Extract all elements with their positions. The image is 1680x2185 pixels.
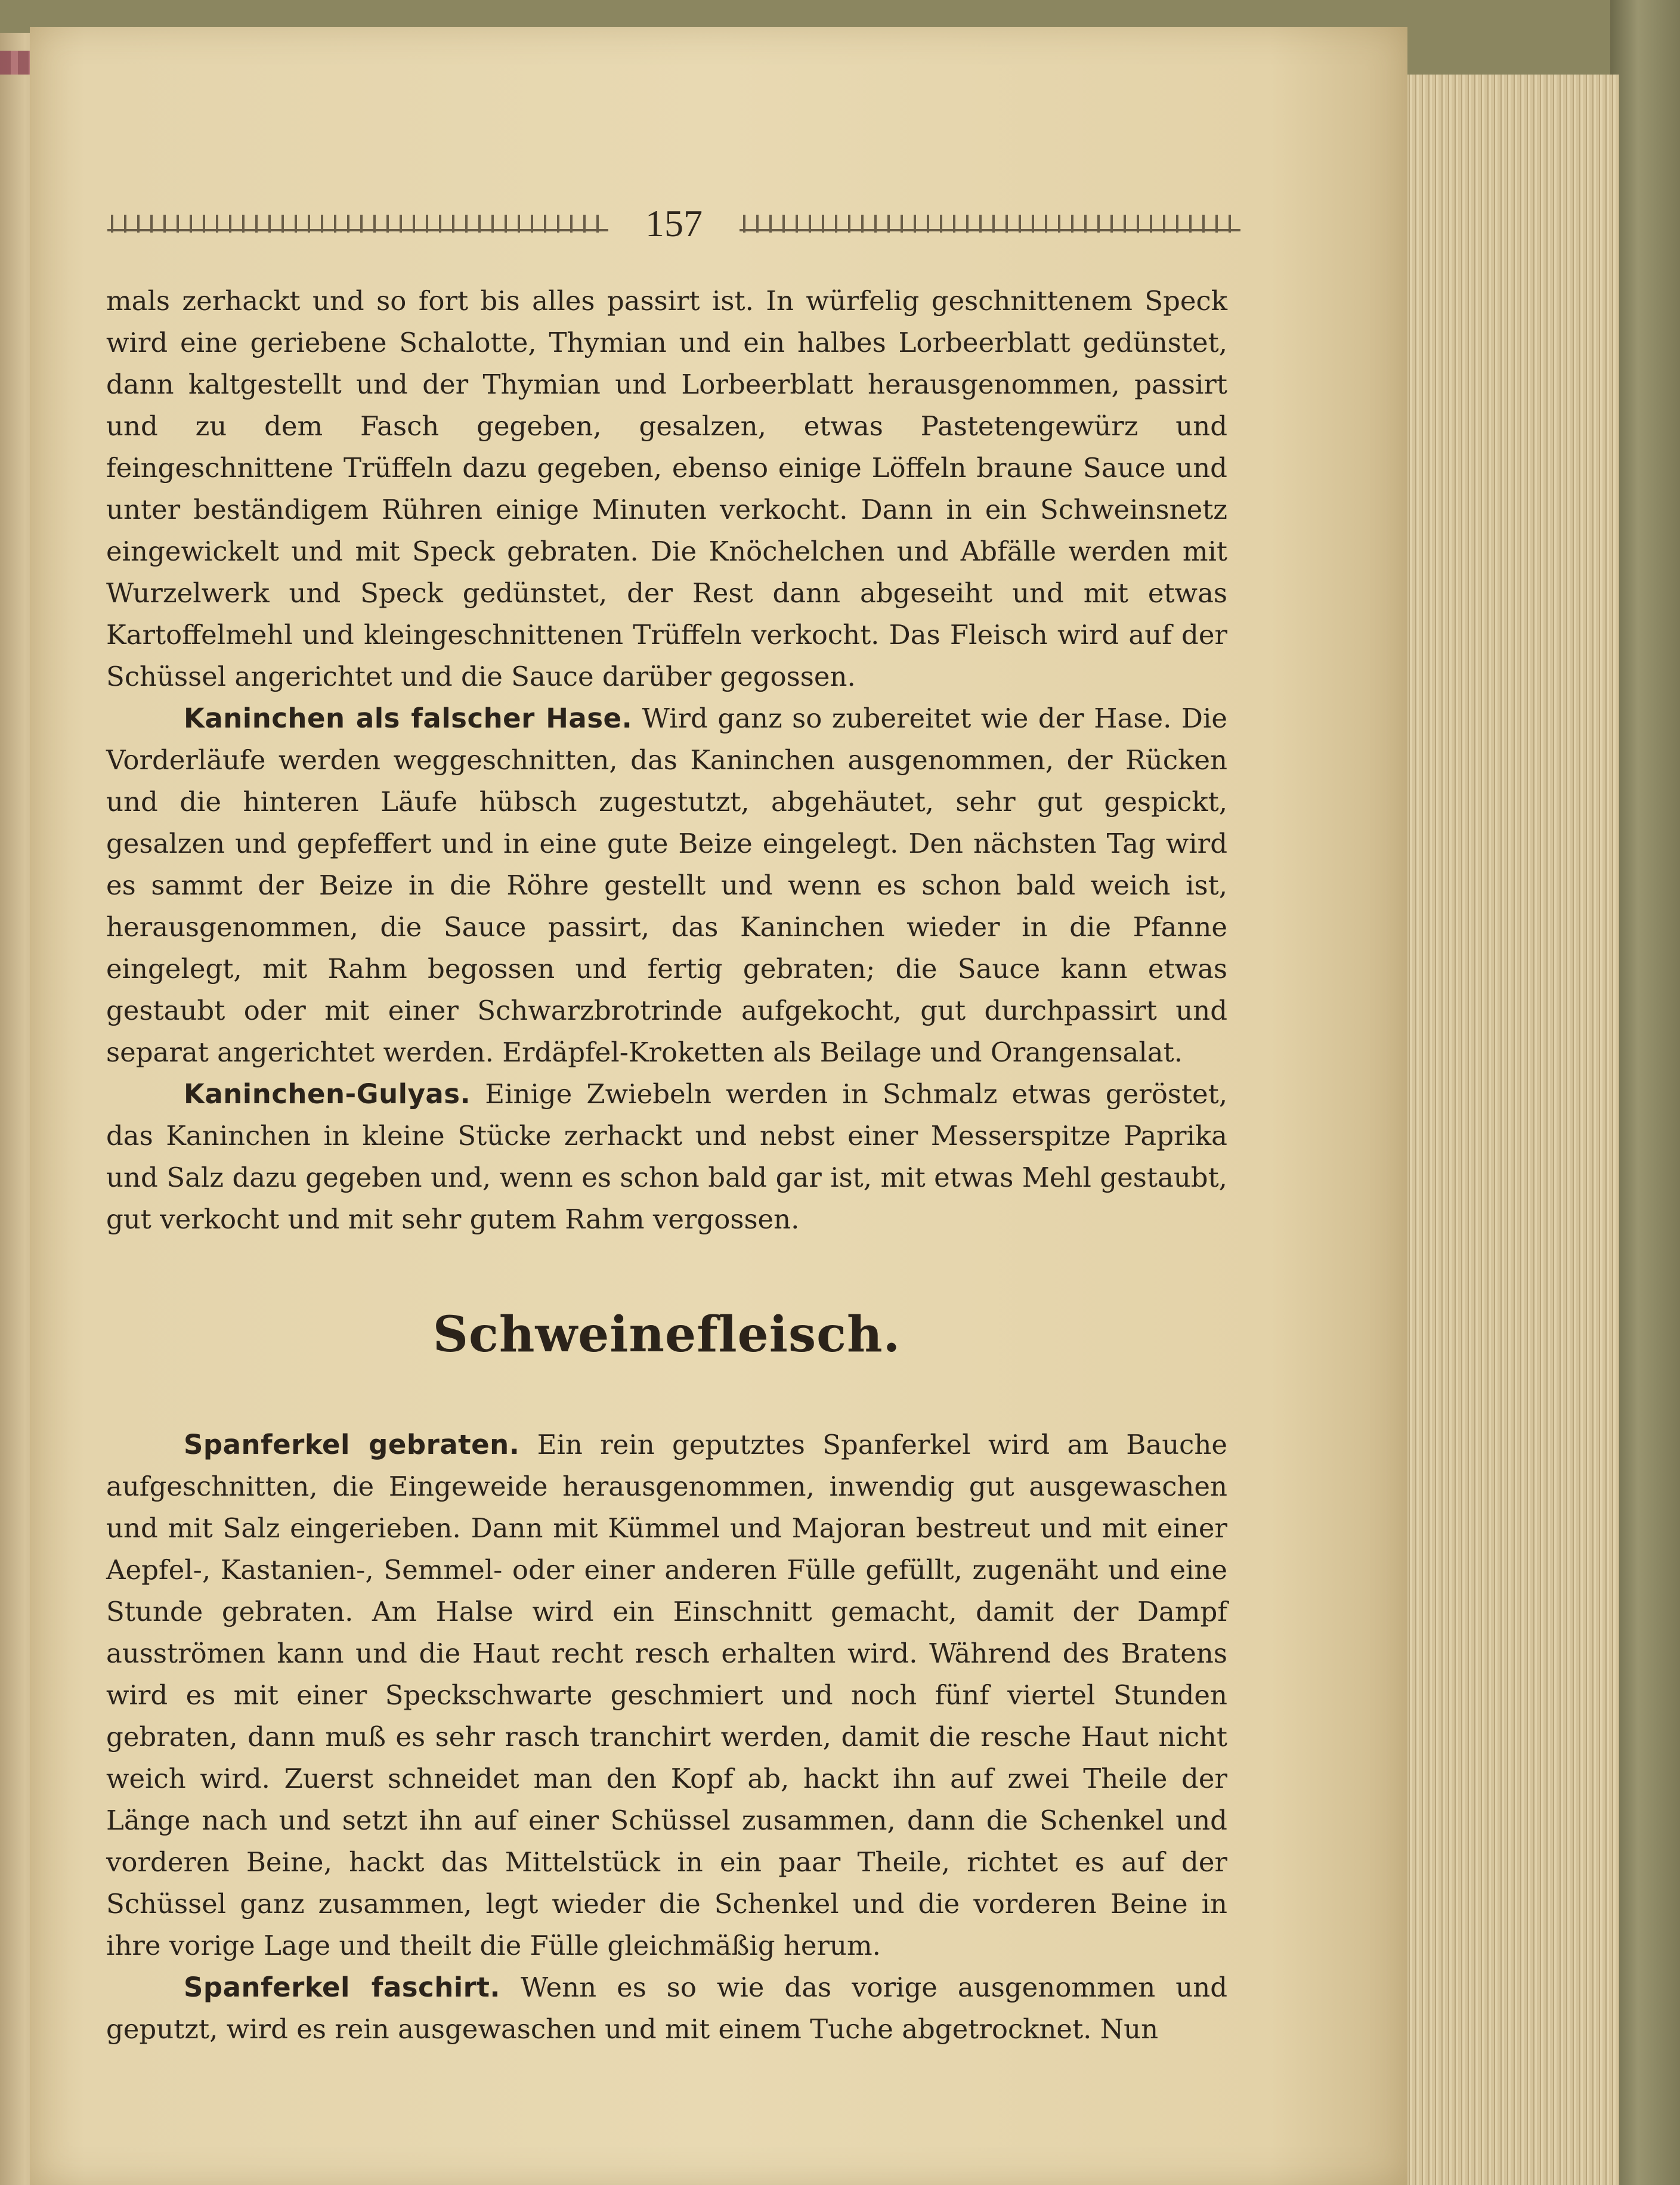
paragraph-continued: mals zerhackt und so fort bis alles passirt ist. In würfelig geschnittenem Speck wird eine geriebene Schalotte, Thymian und ein halbes Lorbeerblatt gedünstet, dann kaltgestellt und der Thymian und Lorbeerblatt herausgenommen, passirt und zu dem Fasch gegeben, gesalzen, etwas Pastetengewürz und feingeschnittene Trüffeln dazu gegeben, ebenso einige Löffeln braune Sauce und unter beständigem Rühren einige Minuten verkocht. Dann in ein Schweinsnetz eingewickelt und mit Speck gebraten. Die Knöchelchen und Abfälle werden mit Wurzelwerk und Speck gedünstet, der Rest dann abgeseiht und mit etwas Kartoffelmehl und kleingeschnittenen Trüffeln verkocht. Das Fleisch wird auf der Schüssel angerichtet und die Sauce darüber gegossen. [106,285,1227,692]
recipe-title: Kaninchen-Gulyas. [184,1078,471,1110]
book-cover-edge [1610,0,1680,2185]
recipe-title: Kaninchen als falscher Hase. [184,702,633,734]
header-ornament-left [107,215,608,233]
recipe-spanferkel-faschirt [106,1967,1227,2050]
recipe-spanferkel-gebraten [106,1424,1227,1967]
page-number: 157 [645,202,703,245]
page-header [107,197,1240,250]
page-body [106,280,1227,2050]
recipe-title: Spanferkel gebraten. [184,1429,520,1460]
recipe-kaninchen-gulyas [106,1073,1227,1240]
recipe-title: Spanferkel faschirt. [184,1972,500,2003]
section-heading: Schweinefleisch. [432,1306,901,1363]
recipe-text: Wenn es so wie das vorige ausgenommen und geputzt, wird es rein ausgewaschen und mit einem Tuche abgetrocknet. Nun [106,1972,1227,2045]
recipe-text: Ein rein geputztes Spanferkel wird am Bauche aufgeschnitten, die Eingeweide herausgenommen, inwendig gut ausgewaschen und mit Salz eingerieben. Dann mit Kümmel und Majoran bestreut und mit einer Aepfel-, Kastanien-, Semmel- oder einer anderen Fülle gefüllt, zugenäht und eine Stunde gebraten. Am Halse wird ein Einschnitt gemacht, damit der Dampf ausströmen kann und die Haut recht resch erhalten wird. Während des Bratens wird es mit einer Speckschwarte geschmiert und noch fünf viertel Stunden gebraten, dann muß es sehr rasch tranchirt werden, damit die resche Haut nicht weich wird. Zuerst schneidet man den Kopf ab, hackt ihn auf zwei Theile der Länge nach und setzt ihn auf einer Schüssel zusammen, dann die Schenkel und vorderen Beine, hackt das Mittelstück in ein paar Theile, richtet es auf der Schüssel ganz zusammen, legt wieder die Schenkel und die vorderen Beine in ihre vorige Lage und theilt die Fülle gleichmäßig herum. [106,1429,1227,1961]
header-ornament-right [740,215,1240,233]
recipe-text: Einige Zwiebeln werden in Schmalz etwas geröstet, das Kaninchen in kleine Stücke zerhackt und nebst einer Messerspitze Paprika und Salz dazu gegeben und, wenn es schon bald gar ist, mit etwas Mehl gestaubt, gut verkocht und mit sehr gutem Rahm vergossen. [106,1078,1227,1235]
recipe-kaninchen-falscher-hase [106,698,1227,1073]
recipe-text: Wird ganz so zubereitet wie der Hase. Die Vorderläufe werden weggeschnitten, das Kaninchen ausgenommen, der Rücken und die hinteren Läufe hübsch zugestutzt, abgehäutet, sehr gut gespickt, gesalzen und gepfeffert und in eine gute Beize eingelegt. Den nächsten Tag wird es sammt der Beize in die Röhre gestellt und wenn es schon bald weich ist, herausgenommen, die Sauce passirt, das Kaninchen wieder in die Pfanne eingelegt, mit Rahm begossen und fertig gebraten; die Sauce kann etwas gestaubt oder mit einer Schwarzbrotrinde aufgekocht, gut durchpassirt und separat angerichtet werden. Erdäpfel-Kroketten als Beilage und Orangensalat. [106,702,1227,1068]
page-edges [1393,75,1619,2185]
